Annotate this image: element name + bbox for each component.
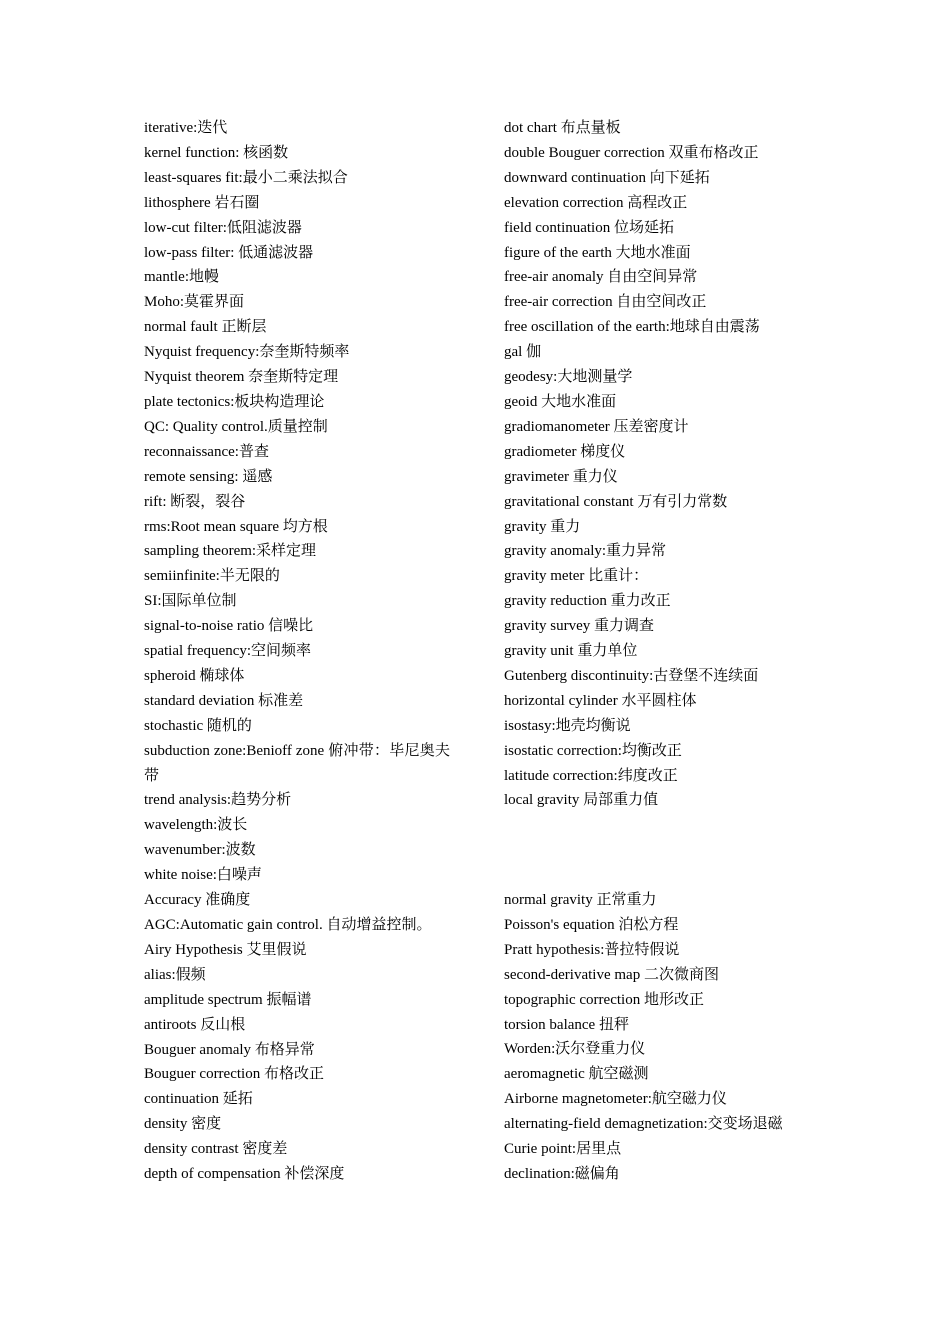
glossary-entry: iterative:迭代 — [144, 120, 228, 136]
glossary-entry: kernel function: 核函数 — [144, 144, 289, 161]
glossary-entry: gradiometer 梯度仪 — [504, 443, 626, 460]
glossary-entry: free-air correction 自由空间改正 — [504, 294, 707, 311]
glossary-entry: Poisson's equation 泊松方程 — [504, 916, 679, 933]
glossary-entry: gravimeter 重力仪 — [504, 468, 618, 485]
glossary-entry: dot chart 布点量板 — [504, 120, 621, 136]
glossary-entry: Bouguer correction 布格改正 — [144, 1066, 324, 1083]
glossary-entry: standard deviation 标准差 — [144, 692, 304, 709]
glossary-entry: continuation 延拓 — [144, 1091, 253, 1108]
glossary-entry: topographic correction 地形改正 — [504, 991, 704, 1008]
glossary-entry: Nyquist frequency:奈奎斯特频率 — [144, 344, 350, 361]
glossary-entry: Nyquist theorem 奈奎斯特定理 — [144, 369, 339, 386]
glossary-entry: rms:Root mean square 均方根 — [144, 518, 328, 535]
glossary-entry: second-derivative map 二次微商图 — [504, 966, 719, 983]
glossary-entry: trend analysis:趋势分析 — [144, 792, 292, 809]
glossary-entry: QC: Quality control.质量控制 — [144, 418, 328, 435]
glossary-entry: normal fault 正断层 — [144, 319, 267, 336]
glossary-entry: downward continuation 向下延拓 — [504, 169, 710, 186]
glossary-entry: amplitude spectrum 振幅谱 — [144, 991, 312, 1008]
glossary-entry: isostatic correction:均衡改正 — [504, 742, 682, 759]
glossary-entry: Bouguer anomaly 布格异常 — [144, 1041, 315, 1058]
glossary-entry: alternating-field demagnetization:交变场退磁 — [504, 1116, 783, 1133]
glossary-entry: remote sensing: 遥感 — [144, 468, 273, 485]
glossary-entry: horizontal cylinder 水平圆柱体 — [504, 692, 697, 709]
glossary-entry: Worden:沃尔登重力仪 — [504, 1041, 646, 1058]
glossary-entry: elevation correction 高程改正 — [504, 194, 688, 211]
glossary-entry: latitude correction:纬度改正 — [504, 767, 678, 784]
column-gap — [504, 813, 810, 838]
glossary-entry: sampling theorem:采样定理 — [144, 543, 317, 560]
glossary-entry: Airborne magnetometer:航空磁力仪 — [504, 1091, 727, 1108]
column-gap — [504, 838, 810, 863]
glossary-entry: subduction zone:Benioff zone 俯冲带：毕尼奥夫带 — [144, 742, 450, 784]
glossary-entry: torsion balance 扭秤 — [504, 1016, 629, 1033]
glossary-entry: wavenumber:波数 — [144, 842, 256, 859]
column-gap — [504, 863, 810, 888]
glossary-entry: gravity anomaly:重力异常 — [504, 543, 667, 560]
glossary-right-column — [504, 116, 810, 1187]
glossary-entry: density 密度 — [144, 1116, 222, 1133]
glossary-entry: reconnaissance:普查 — [144, 443, 269, 460]
glossary-entry: normal gravity 正常重力 — [504, 892, 657, 909]
glossary-entry: free-air anomaly 自由空间异常 — [504, 269, 698, 286]
glossary-entry: gravity 重力 — [504, 518, 581, 535]
glossary-entry: local gravity 局部重力值 — [504, 792, 659, 809]
glossary-entry: isostasy:地壳均衡说 — [504, 717, 631, 734]
glossary-entry: AGC:Automatic gain control. 自动增益控制。 — [144, 917, 432, 933]
glossary-entry: Curie point:居里点 — [504, 1141, 622, 1158]
glossary-entry: gravity meter 比重计： — [504, 568, 649, 585]
glossary-entry: double Bouguer correction 双重布格改正 — [504, 144, 759, 161]
glossary-entry: density contrast 密度差 — [144, 1141, 288, 1158]
glossary-entry: least-squares fit:最小二乘法拟合 — [144, 169, 348, 186]
glossary-entry: rift: 断裂，裂谷 — [144, 493, 246, 510]
glossary-entry: low-cut filter:低阻滤波器 — [144, 219, 302, 236]
glossary-entry: mantle:地幔 — [144, 269, 219, 286]
glossary-entry: figure of the earth 大地水准面 — [504, 244, 691, 261]
glossary-entry: antiroots 反山根 — [144, 1016, 246, 1033]
glossary-entry: semiinfinite:半无限的 — [144, 568, 280, 585]
glossary-entry: spatial frequency:空间频率 — [144, 643, 312, 660]
glossary-entry: white noise:白噪声 — [144, 867, 262, 884]
glossary-entry: spheroid 椭球体 — [144, 667, 245, 684]
glossary-left-column — [144, 116, 450, 1187]
glossary-entry: lithosphere 岩石圈 — [144, 194, 260, 211]
glossary-entry: gravitational constant 万有引力常数 — [504, 493, 728, 510]
glossary-entry: geoid 大地水准面 — [504, 393, 617, 410]
glossary-entry: field continuation 位场延拓 — [504, 219, 674, 236]
glossary-entry: Pratt hypothesis:普拉特假说 — [504, 941, 680, 958]
glossary-entry: Moho:莫霍界面 — [144, 294, 245, 311]
glossary-entry: gravity reduction 重力改正 — [504, 593, 671, 610]
glossary-entry: Gutenberg discontinuity:古登堡不连续面 — [504, 667, 759, 684]
glossary-entry: gravity survey 重力调查 — [504, 618, 654, 635]
glossary-entry: signal-to-noise ratio 信噪比 — [144, 618, 314, 635]
glossary-entry: Accuracy 准确度 — [144, 892, 251, 909]
glossary-entry: depth of compensation 补偿深度 — [144, 1166, 345, 1183]
glossary-entry: aeromagnetic 航空磁测 — [504, 1066, 649, 1083]
glossary-entry: low-pass filter: 低通滤波器 — [144, 244, 314, 261]
glossary-entry: geodesy:大地测量学 — [504, 369, 633, 386]
glossary-entry: free oscillation of the earth:地球自由震荡 — [504, 319, 760, 336]
glossary-entry: wavelength:波长 — [144, 817, 248, 834]
glossary-entry: SI:国际单位制 — [144, 593, 237, 610]
glossary-entry: plate tectonics:板块构造理论 — [144, 393, 325, 410]
glossary-entry: gal 伽 — [504, 344, 542, 361]
glossary-entry: alias:假频 — [144, 966, 206, 983]
glossary-entry: gradiomanometer 压差密度计 — [504, 418, 689, 435]
glossary-entry: gravity unit 重力单位 — [504, 643, 638, 660]
glossary-entry: stochastic 随机的 — [144, 717, 252, 734]
glossary-entry: Airy Hypothesis 艾里假说 — [144, 941, 307, 958]
glossary-entry: declination:磁偏角 — [504, 1166, 620, 1183]
